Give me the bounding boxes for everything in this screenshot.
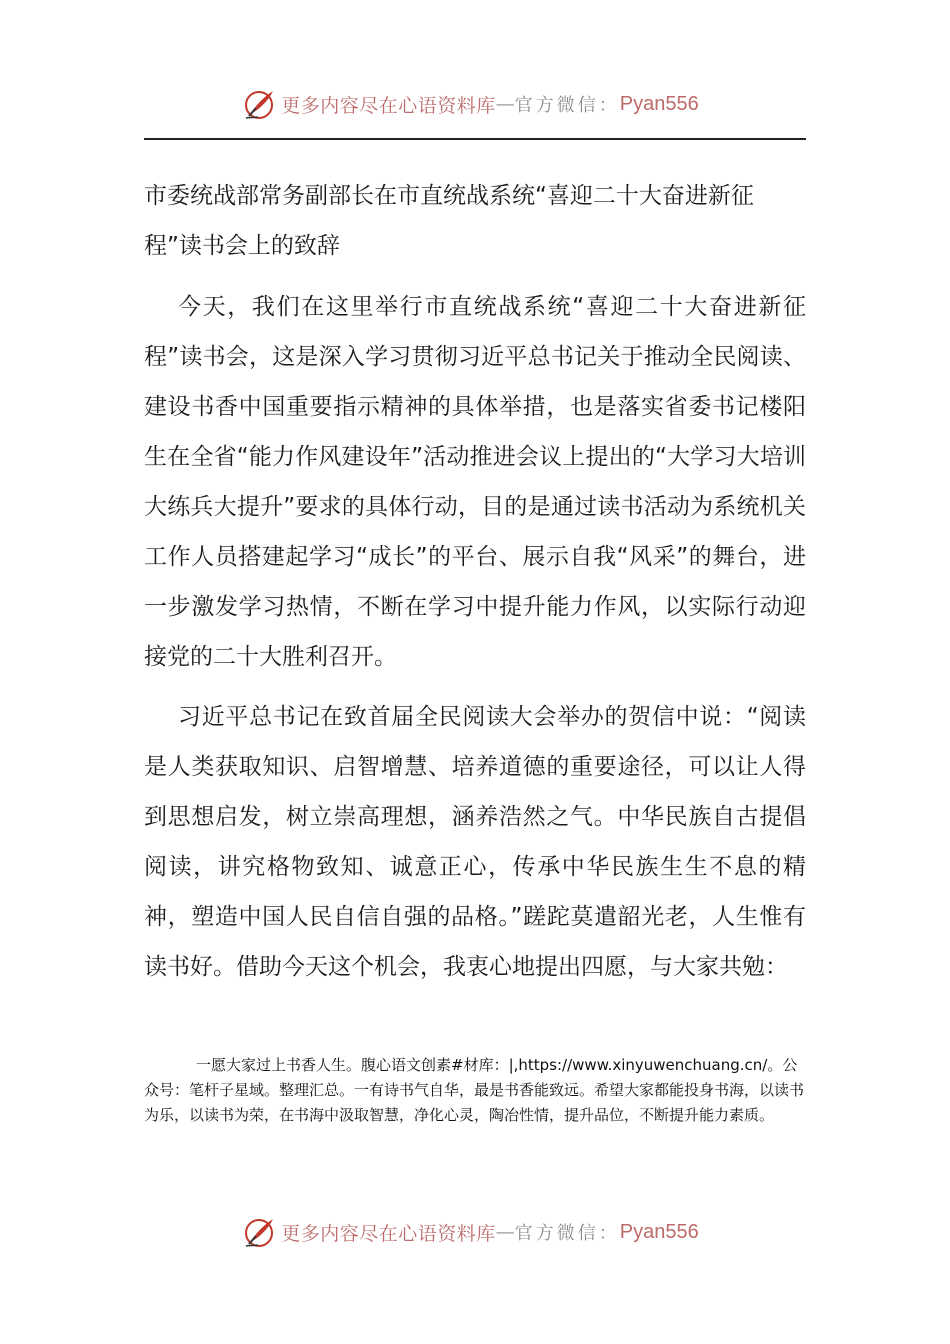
banner-dash: — [495, 93, 515, 115]
paragraph-quote: 习近平总书记在致首届全民阅读大会举办的贺信中说：“阅读是人类获取知识、启智增慧、培养道德的重要途径，可以让人得到思想启发，树立崇高理想，涵养浩然之气。中华民族自古提倡阅读，讲究格物致知、诚意正心，传承中华民族生生不息的精神，塑造中国人民自信自强的品格。”蹉跎莫遣韶光老，人生惟有读书好。借助今天这个机会，我衷心地提出四愿，与大家共勉： [144, 704, 806, 980]
wechat-label: 官方微信： [514, 1223, 620, 1244]
paragraph-intro: 今天，我们在这里举行市直统战系统“喜迎二十大奋进新征程”读书会，这是深入学习贯彻习近平总书记关于推动全民阅读、建设书香中国重要指示精神的具体举措，也是落实省委书记楼阳生在全省“能力作风建设年”活动推进会议上提出的“大学习大培训大练兵大提升”要求的具体行动，目的是通过读书活动为系统机关工作人员搭建起学习“成长”的平台、展示自我“风采”的舞台，进一步激发学习热情，不断在学习中提升能力作风，以实际行动迎接党的二十大胜利召开。 [144, 294, 806, 670]
wechat-id: Pyan556 [619, 1220, 699, 1243]
quill-logo-icon [243, 1215, 277, 1249]
banner-dash: — [495, 1221, 515, 1243]
banner-text: 更多内容尽在心语资料库 [281, 1222, 496, 1245]
paragraph-first-wish: 一愿大家过上书香人生。腹心语文创素#材库：|,https://www.xinyuwenchuang.cn/。公众号：笔杆子星域。整理汇总。一有诗书气自华，最是书香能致远。希望大家都能投身书海，以读书为乐，以读书为荣，在书海中汲取智慧，净化心灵，陶冶性情，提升品位，不断提升能力素质。 [144, 1056, 805, 1124]
footer-banner [0, 1212, 950, 1252]
wechat-id: Pyan556 [619, 92, 699, 115]
wechat-label: 官方微信： [514, 95, 620, 116]
quill-logo-icon [243, 87, 277, 121]
header-banner [0, 84, 950, 124]
banner-text: 更多内容尽在心语资料库 [281, 94, 496, 117]
document-title: 市委统战部常务副部长在市直统战系统“喜迎二十大奋进新征程”读书会上的致辞 [144, 183, 754, 259]
header-divider [144, 138, 806, 140]
